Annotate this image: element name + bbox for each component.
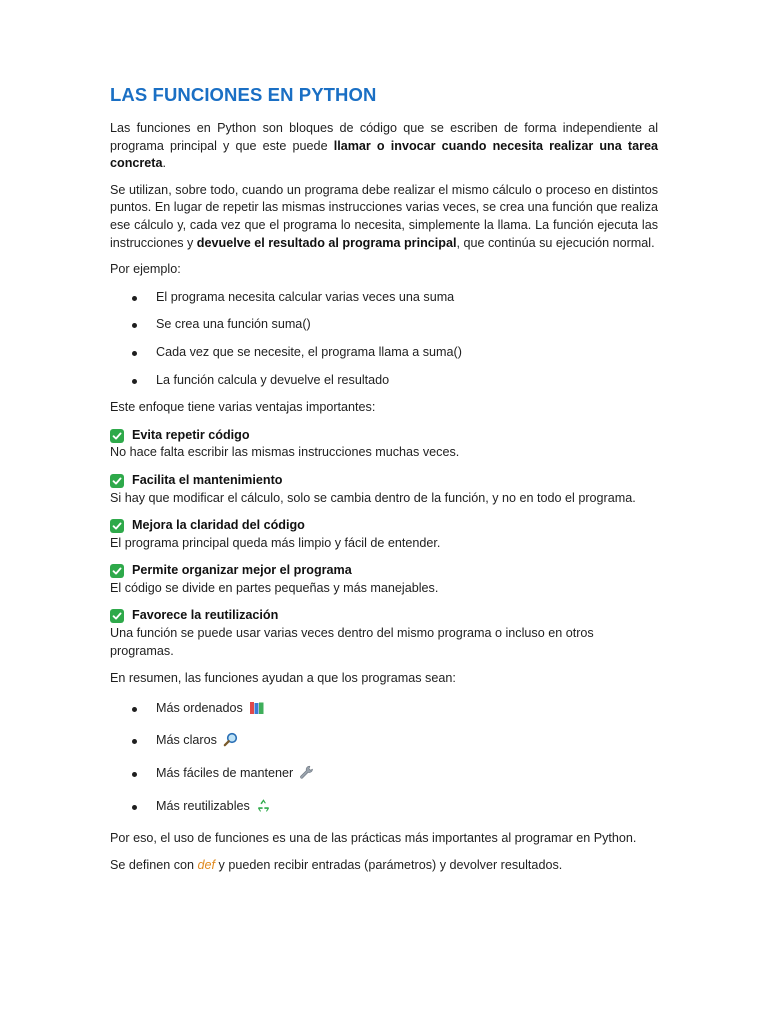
example-intro: Por ejemplo: [110, 262, 181, 277]
list-item [110, 765, 658, 786]
intro-paragraph [110, 120, 658, 173]
magnifier-icon [223, 732, 238, 753]
advantage-title: Evita repetir código [132, 427, 250, 442]
books-icon [249, 701, 265, 721]
list-item-label: Más ordenados [156, 700, 243, 715]
advantage-title: Permite organizar mejor el programa [132, 563, 352, 578]
list-item [110, 372, 658, 390]
advantage-item [110, 427, 658, 462]
check-icon [110, 564, 124, 578]
example-list [110, 289, 658, 389]
list-item [110, 700, 658, 721]
list-item [110, 798, 658, 819]
advantage-desc: Una función se puede usar varias veces dentro del mismo programa o incluso en otros programas. [110, 626, 594, 658]
check-icon [110, 474, 124, 488]
advantage-title: Favorece la reutilización [132, 608, 279, 623]
list-item-label: Cada vez que se necesite, el programa llama a suma() [156, 344, 462, 359]
advantage-heading [110, 607, 658, 625]
advantages-intro: Este enfoque tiene varias ventajas importantes: [110, 400, 376, 415]
bullet-icon [132, 772, 137, 777]
advantage-desc: El programa principal queda más limpio y fácil de entender. [110, 535, 441, 550]
bullet-icon [132, 323, 137, 328]
bullet-icon [132, 739, 137, 744]
check-icon [110, 609, 124, 623]
summary-intro: En resumen, las funciones ayudan a que los programas sean: [110, 671, 456, 686]
intro-bold: llamar o invocar cuando necesita realizar una tarea concreta [110, 138, 658, 171]
bullet-icon [132, 296, 137, 301]
wrench-icon [299, 765, 314, 786]
usage-text: Se utilizan, sobre todo, cuando un programa debe realizar el mismo cálculo o proceso en distintos puntos. En lugar de repetir las mismas instrucciones varias veces, se crea una función que realiza ese cálculo y, cada vez que el programa lo necesita, simplemente la llama. La función ejecuta las instrucciones y [110, 182, 658, 250]
check-icon [110, 519, 124, 533]
advantage-title: Mejora la claridad del código [132, 518, 305, 533]
list-item [110, 344, 658, 362]
advantage-heading [110, 517, 658, 535]
list-item-label: Más fáciles de mantener [156, 766, 294, 781]
definition-end: y pueden recibir entradas (parámetros) y devolver resultados. [215, 857, 563, 872]
list-item-label: Más claros [156, 733, 217, 748]
document-page [110, 84, 658, 883]
advantage-heading [110, 427, 658, 445]
intro-text: Las funciones en Python son bloques de código que se escriben de forma independiente al programa principal y que este puede [110, 121, 658, 153]
list-item-label: Más reutilizables [156, 798, 250, 813]
definition-text: Se definen con [110, 857, 198, 872]
list-item-label: El programa necesita calcular varias veces una suma [156, 289, 455, 304]
list-item-label: Se crea una función suma() [156, 317, 311, 332]
list-item [110, 732, 658, 753]
usage-end: , que continúa su ejecución normal. [456, 235, 655, 250]
bullet-icon [132, 707, 137, 712]
list-item [110, 316, 658, 334]
usage-bold: devuelve el resultado al programa principal [196, 235, 457, 250]
recycle-icon [256, 798, 271, 819]
advantage-heading [110, 472, 658, 490]
advantage-title: Facilita el mantenimiento [132, 472, 283, 487]
page-title: LAS FUNCIONES EN PYTHON [110, 84, 377, 105]
list-item [110, 289, 658, 307]
intro-end: . [162, 156, 166, 171]
summary-list [110, 700, 658, 818]
bullet-icon [132, 805, 137, 810]
bullet-icon [132, 379, 137, 384]
advantage-item [110, 517, 658, 552]
advantage-item [110, 562, 658, 597]
conclusion-paragraph: Por eso, el uso de funciones es una de las prácticas más importantes al programar en Python. [110, 831, 637, 846]
advantage-desc: El código se divide en partes pequeñas y más manejables. [110, 580, 439, 595]
bullet-icon [132, 351, 137, 356]
list-item-label: La función calcula y devuelve el resultado [156, 372, 390, 387]
def-keyword: def [197, 857, 216, 872]
advantage-desc: Si hay que modificar el cálculo, solo se cambia dentro de la función, y no en todo el programa. [110, 490, 636, 505]
advantage-item [110, 472, 658, 507]
advantage-desc: No hace falta escribir las mismas instrucciones muchas veces. [110, 445, 460, 460]
usage-paragraph [110, 182, 658, 252]
advantage-heading [110, 562, 658, 580]
check-icon [110, 429, 124, 443]
advantage-item [110, 607, 658, 660]
definition-paragraph [110, 857, 658, 875]
